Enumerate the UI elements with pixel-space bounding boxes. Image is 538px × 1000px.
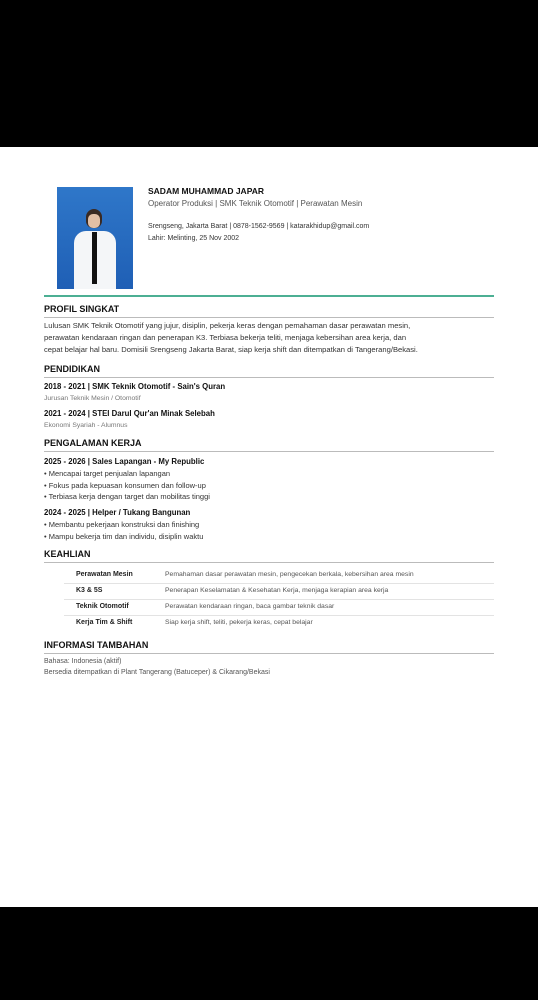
applicant-role: Operator Produksi | SMK Teknik Otomotif | Perawatan Mesin: [148, 199, 363, 208]
skill-name: Perawatan Mesin: [76, 571, 133, 578]
skill-row-divider: [64, 583, 494, 584]
experience-bullet: • Mencapai target penjualan lapangan: [44, 469, 171, 478]
skill-row-divider: [64, 599, 494, 600]
experience-bullet: • Fokus pada kepuasan konsumen dan follow-up: [44, 481, 206, 490]
section-title-additional: INFORMASI TAMBAHAN: [44, 640, 149, 650]
header-divider: [44, 295, 494, 297]
contact-info: Srengseng, Jakarta Barat | 0878-1562-9569 | katarakhidup@gmail.com: [148, 223, 370, 230]
resume-page: [0, 147, 538, 907]
skill-name: Kerja Tim & Shift: [76, 619, 133, 626]
skill-desc: Siap kerja shift, teliti, pekerja keras, cepat belajar: [165, 619, 313, 626]
section-divider: [44, 377, 494, 378]
section-title-education: PENDIDIKAN: [44, 364, 101, 374]
skill-name: Teknik Otomotif: [76, 603, 129, 610]
section-title-profile: PROFIL SINGKAT: [44, 304, 120, 314]
education-heading: 2021 - 2024 | STEI Darul Qur'an Minak Selebah: [44, 409, 215, 418]
education-sub: Jurusan Teknik Mesin / Otomotif: [44, 395, 141, 402]
profile-line: Lulusan SMK Teknik Otomotif yang jujur, disiplin, pekerja keras dengan pemahaman dasar perawatan mesin,: [44, 321, 411, 330]
section-title-experience: PENGALAMAN KERJA: [44, 438, 142, 448]
additional-line: Bahasa: Indonesia (aktif): [44, 658, 122, 665]
section-divider: [44, 317, 494, 318]
education-sub: Ekonomi Syariah - Alumnus: [44, 422, 128, 429]
section-divider: [44, 653, 494, 654]
birth-info: Lahir: Melinting, 25 Nov 2002: [148, 235, 240, 242]
experience-heading: 2025 - 2026 | Sales Lapangan - My Republic: [44, 457, 205, 466]
applicant-name: SADAM MUHAMMAD JAPAR: [148, 186, 265, 196]
experience-bullet: • Terbiasa kerja dengan target dan mobilitas tinggi: [44, 492, 210, 501]
additional-line: Bersedia ditempatkan di Plant Tangerang (Batuceper) & Cikarang/Bekasi: [44, 669, 270, 676]
skill-name: K3 & 5S: [76, 587, 103, 594]
section-title-skills: KEAHLIAN: [44, 549, 91, 559]
skill-desc: Pemahaman dasar perawatan mesin, pengecekan berkala, kebersihan area mesin: [165, 571, 414, 578]
experience-bullet: • Mampu bekerja tim dan individu, disiplin waktu: [44, 532, 204, 541]
section-divider: [44, 451, 494, 452]
education-heading: 2018 - 2021 | SMK Teknik Otomotif - Sain's Quran: [44, 382, 226, 391]
profile-photo: [57, 187, 133, 289]
experience-bullet: • Membantu pekerjaan konstruksi dan finishing: [44, 520, 200, 529]
section-divider: [44, 562, 494, 563]
skill-desc: Penerapan Keselamatan & Kesehatan Kerja, menjaga kerapian area kerja: [165, 587, 389, 594]
profile-line: cepat belajar hal baru. Domisili Srengseng Jakarta Barat, siap kerja shift dan ditempatkan di Tangerang/Bekasi.: [44, 345, 418, 354]
skill-row-divider: [64, 615, 494, 616]
skill-desc: Perawatan kendaraan ringan, baca gambar teknik dasar: [165, 603, 335, 610]
profile-line: perawatan kendaraan ringan dan penerapan K3. Terbiasa bekerja teliti, menjaga kebersihan area kerja, dan: [44, 333, 407, 342]
experience-heading: 2024 - 2025 | Helper / Tukang Bangunan: [44, 508, 191, 517]
